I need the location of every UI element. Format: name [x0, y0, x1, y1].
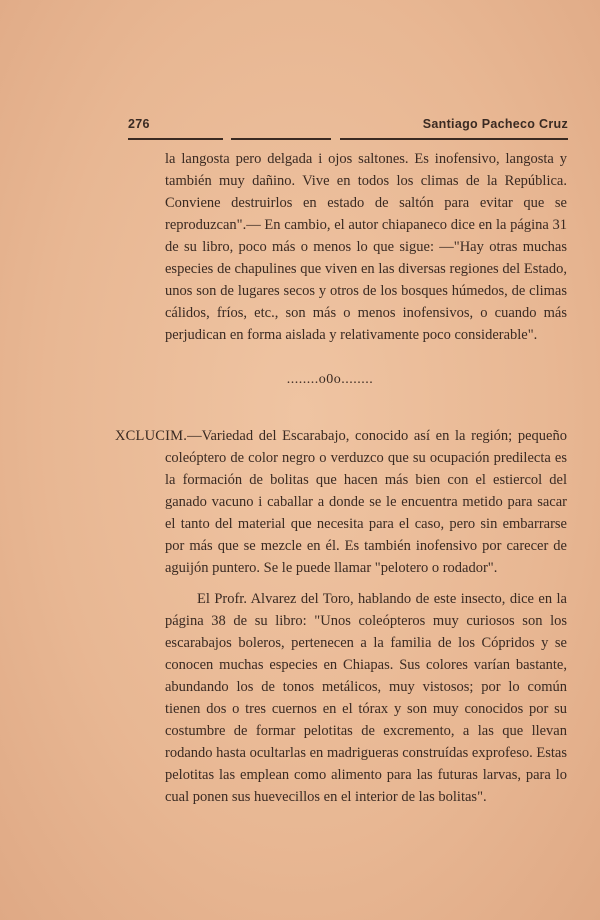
page-header: [128, 117, 568, 137]
entry-term: XCLUCIM.: [115, 427, 188, 444]
paragraph-text: la langosta pero delgada i ojos saltones. Es inofensivo, langosta y también muy dañino. Vive en todos los climas de la República. Conviene destruirlos en estado de saltón para evitar que se reproduzcan".— En cambio, el autor chiapaneco dice en la página 31 de su libro, poco más o menos lo que sigue: —"Hay otras muchas especies de chapulines que viven en las diversas regiones del Estado, unos son de lugares secos y otros de los bosques húmedos, de climas cálidos, fríos, etc., son más o menos inofensivos, o cuando más perjudican en forma aislada y relativamente poco considerable".: [165, 151, 567, 343]
entry-paragraph: [115, 425, 567, 579]
glossary-entry-xclucim: [115, 410, 567, 593]
page-number: 276: [128, 117, 150, 131]
header-rule-segment: [340, 138, 568, 140]
paragraph-chapulines: [165, 148, 567, 346]
separator-text: ........o0o........: [286, 372, 374, 387]
header-rule: [128, 138, 568, 142]
header-rule-segment: [128, 138, 223, 140]
header-rule-segment: [231, 138, 331, 140]
paragraph-alvarez-del-toro: [165, 588, 567, 808]
running-head: Santiago Pacheco Cruz: [422, 117, 568, 131]
paragraph-text: El Profr. Alvarez del Toro, hablando de este insecto, dice en la página 38 de su libro: "Unos coleópteros muy curiosos son los escarabajos boleros, pertenecen a la familia de los Cópridos y se conocen muchas especies en Chiapas. Sus colores varían bastante, abundando los de tonos metálicos, muy vistosos; por lo común tienen dos o tres cuernos en el tórax y son muy conocidos por su costumbre de formar pelotitas de excremento, a las que llevan rodando hasta ocultarlas en madrigueras construídas exprofeso. Estas pelotitas las emplean como alimento para las futuras larvas, para lo cual ponen sus huevecillos en el interior de las bolitas".: [165, 591, 567, 805]
entry-definition: —Variedad del Escarabajo, conocido así en la región; pequeño coleóptero de color negro o verduzco que su ocupación predilecta es la formación de bolitas que hacen más bien con el estiercol del ganado vacuno i caballar a donde se le encuentra metido para sacar el tanto del material que necesita para el caso, pero sin embarrarse por más que se mezcle en él. Es también inofensivo por carecer de aguijón puntero. Se le puede llamar "pelotero o rodador".: [165, 427, 567, 576]
section-separator: [0, 372, 600, 388]
